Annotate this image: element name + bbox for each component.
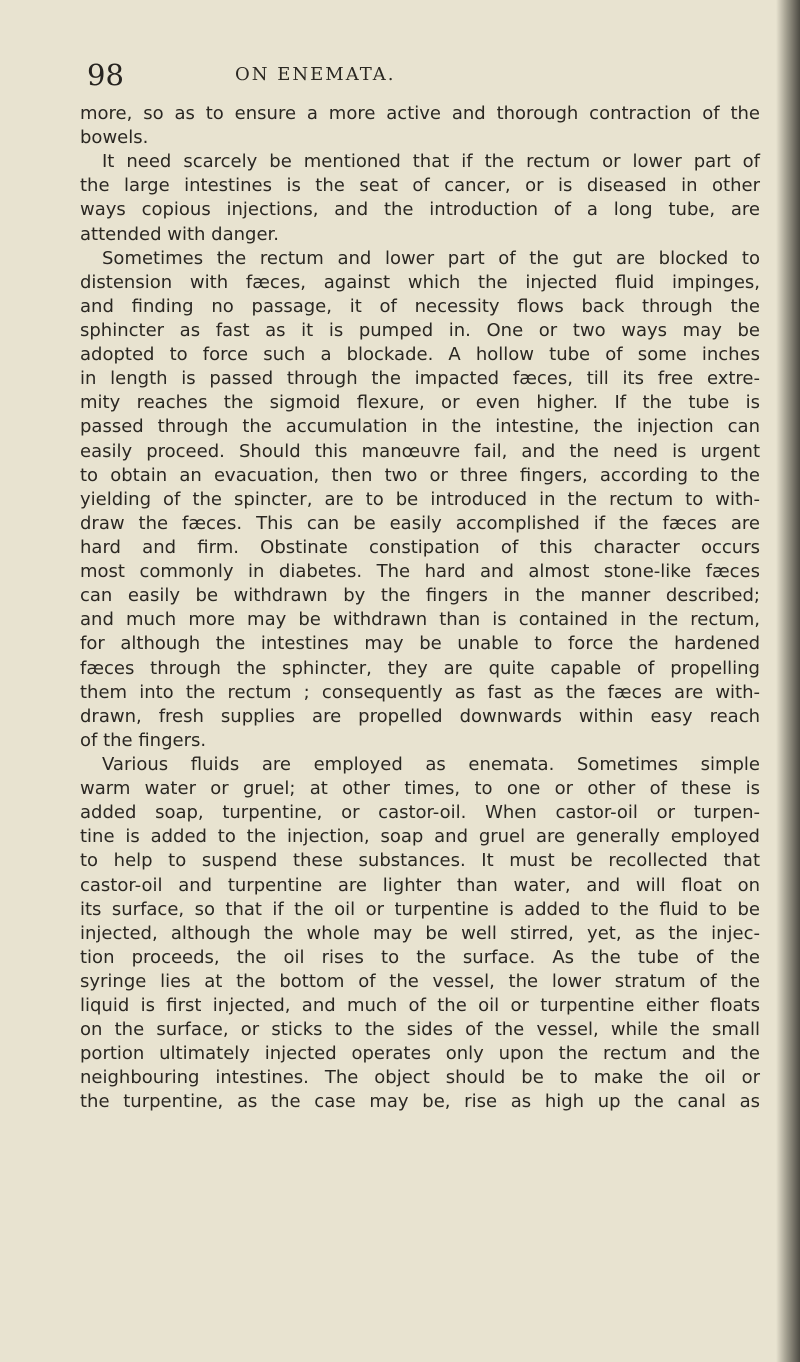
text-line: to obtain an evacuation, then two or three fingers, according to the [80, 464, 760, 486]
text-line: syringe lies at the bottom of the vessel, the lower stratum of the [80, 970, 760, 992]
body-text [80, 102, 760, 1115]
text-line: them into the rectum ; consequently as fast as the fæces are with- [80, 681, 760, 703]
text-line: added soap, turpentine, or castor-oil. When castor-oil or turpen- [80, 802, 760, 824]
page-edge-shadow [776, 0, 800, 1362]
text-line: neighbouring intestines. The object should be to make the oil or [80, 1067, 760, 1089]
text-line: the large intestines is the seat of cancer, or is diseased in other [80, 175, 760, 197]
text-line: yielding of the spincter, are to be introduced in the rectum to with- [80, 488, 760, 510]
text-line: drawn, fresh supplies are propelled downwards within easy reach [80, 705, 760, 727]
text-line: passed through the accumulation in the intestine, the injection can [80, 416, 760, 438]
text-line: liquid is first injected, and much of the oil or turpentine either floats [80, 995, 760, 1017]
text-line: sphincter as fast as it is pumped in. One or two ways may be [80, 319, 760, 341]
text-line: attended with danger. [80, 223, 280, 245]
text-line: tine is added to the injection, soap and gruel are generally employed [80, 826, 760, 848]
text-line: distension with fæces, against which the injected fluid impinges, [80, 271, 760, 293]
text-line: and much more may be withdrawn than is contained in the rectum, [80, 609, 760, 631]
running-head: ON ENEMATA. [235, 64, 396, 85]
text-line: hard and firm. Obstinate constipation of this character occurs [80, 536, 760, 558]
text-line: tion proceeds, the oil rises to the surface. As the tube of the [80, 946, 760, 968]
text-line: injected, although the whole may be well stirred, yet, as the injec- [80, 922, 760, 944]
text-line: fæces through the sphincter, they are quite capable of propelling [80, 657, 760, 679]
text-line: and finding no passage, it of necessity flows back through the [80, 295, 760, 317]
text-line: ways copious injections, and the introduction of a long tube, are [80, 199, 760, 221]
text-line: Sometimes the rectum and lower part of the gut are blocked to [102, 247, 760, 269]
text-line: on the surface, or sticks to the sides of the vessel, while the small [80, 1019, 760, 1041]
text-line: most commonly in diabetes. The hard and almost stone-like fæces [80, 561, 760, 583]
text-line: its surface, so that if the oil or turpentine is added to the fluid to be [80, 898, 760, 920]
text-line: for although the intestines may be unable to force the hardened [80, 633, 760, 655]
text-line: more, so as to ensure a more active and thorough contraction of the [80, 103, 760, 124]
text-line: warm water or gruel; at other times, to one or other of these is [80, 778, 760, 800]
page-header [87, 55, 627, 95]
text-line: castor-oil and turpentine are lighter than water, and will float on [80, 874, 760, 896]
text-line: Various fluids are employed as enemata. Sometimes simple [102, 753, 760, 775]
text-line: bowels. [80, 127, 149, 149]
text-line: of the fingers. [80, 729, 207, 751]
text-line: It need scarcely be mentioned that if the rectum or lower part of [102, 151, 760, 173]
text-line: can easily be withdrawn by the fingers in the manner described; [80, 585, 760, 607]
text-line: portion ultimately injected operates only upon the rectum and the [80, 1043, 760, 1065]
page-number: 98 [87, 58, 124, 92]
text-line: draw the fæces. This can be easily accomplished if the fæces are [80, 512, 760, 534]
text-line: in length is passed through the impacted fæces, till its free extre- [80, 368, 760, 390]
text-line: mity reaches the sigmoid flexure, or even higher. If the tube is [80, 392, 760, 414]
text-line: adopted to force such a blockade. A hollow tube of some inches [80, 344, 760, 366]
text-line: the turpentine, as the case may be, rise as high up the canal as [80, 1091, 760, 1113]
text-line: to help to suspend these substances. It must be recollected that [80, 850, 760, 872]
text-line: easily proceed. Should this manœuvre fail, and the need is urgent [80, 440, 760, 462]
